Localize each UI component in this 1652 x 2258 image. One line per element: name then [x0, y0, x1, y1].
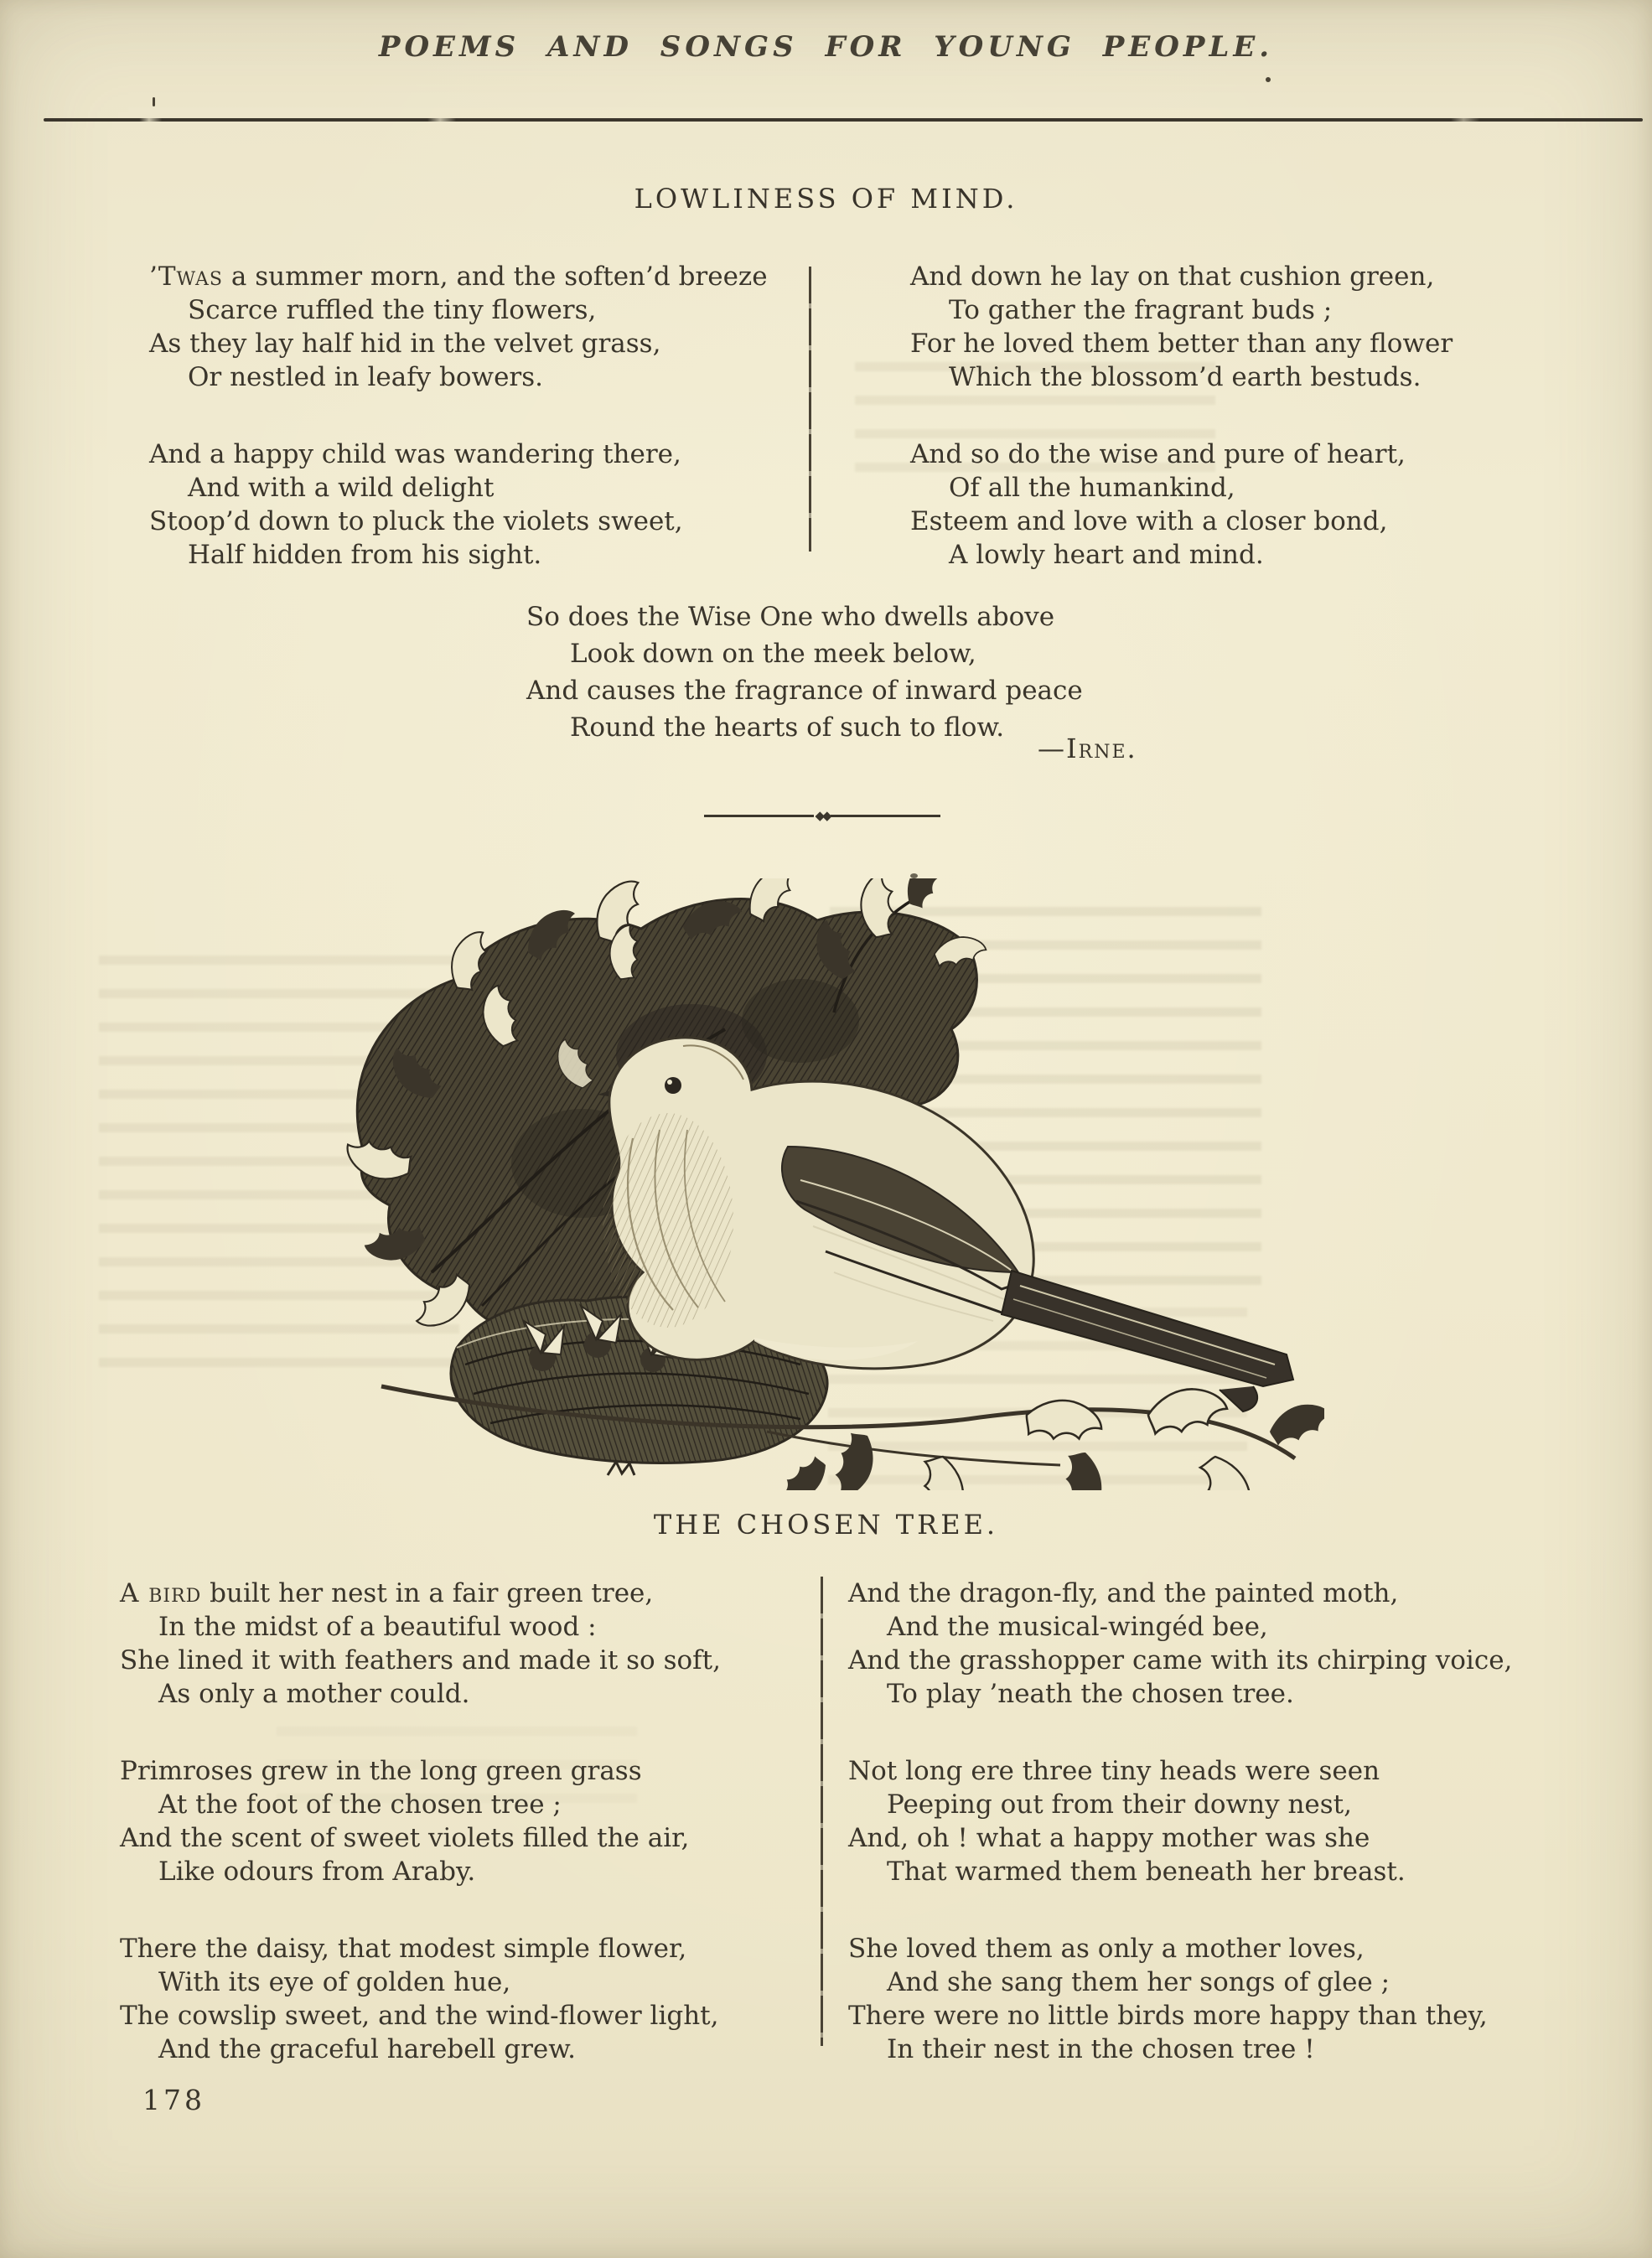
stanza — [848, 1754, 1512, 1888]
poem-line: And the scent of sweet violets filled the air, — [120, 1823, 690, 1853]
poem-line: Primroses grew in the long green grass — [120, 1756, 642, 1786]
divider-line — [831, 815, 940, 817]
opening-word: A bird — [120, 1578, 202, 1608]
poem-line: And with a wild delight — [188, 473, 495, 503]
page-number: 178 — [142, 2084, 205, 2116]
poem-line: There the daisy, that modest simple flower, — [120, 1934, 687, 1964]
poem-line — [120, 1577, 721, 1610]
poem-line: And the musical-wingéd bee, — [887, 1612, 1268, 1642]
poem-line: She loved them as only a mother loves, — [848, 1934, 1365, 1964]
poem-line: Peeping out from their downy nest, — [887, 1789, 1352, 1820]
section-divider — [704, 810, 940, 822]
poem-line: In the midst of a beautiful wood : — [158, 1612, 597, 1642]
stanza — [848, 1577, 1512, 1711]
poem2-left-column — [120, 1577, 721, 2066]
poem-line: And the dragon-fly, and the painted moth, — [848, 1578, 1399, 1608]
stanza — [848, 1932, 1512, 2066]
poem-line: And down he lay on that cushion green, — [910, 262, 1435, 292]
poem1-final-stanza — [526, 598, 1083, 746]
stanza — [120, 1754, 721, 1888]
poem-line: As they lay half hid in the velvet grass, — [149, 329, 661, 359]
poem-line: A lowly heart and mind. — [949, 540, 1264, 570]
column-divider-rule — [821, 1577, 823, 2046]
header-rule — [44, 118, 1643, 122]
poem-line: And causes the fragrance of inward peace — [526, 676, 1083, 706]
poem-line: For he loved them better than any flower — [910, 329, 1453, 359]
poem-line: And the graceful harebell grew. — [158, 2034, 576, 2064]
poem-line: The cowslip sweet, and the wind-flower light, — [120, 2001, 719, 2031]
poem-line: Of all the humankind, — [949, 473, 1235, 503]
poem-line: And so do the wise and pure of heart, — [910, 439, 1406, 469]
stanza — [120, 1932, 721, 2066]
poem-line: Half hidden from his sight. — [188, 540, 542, 570]
poem-line: She lined it with feathers and made it so soft, — [120, 1645, 721, 1675]
diamond-ornament-icon: ◆◆ — [815, 808, 830, 823]
mother-bird — [598, 1038, 1293, 1411]
poem-line: That warmed them beneath her breast. — [887, 1857, 1406, 1887]
poem-line: In their nest in the chosen tree ! — [887, 2034, 1315, 2064]
poem-line: At the foot of the chosen tree ; — [158, 1789, 562, 1820]
poem-line: Stoop’d down to pluck the violets sweet, — [149, 506, 683, 536]
poem-line: And she sang them her songs of glee ; — [887, 1967, 1390, 1997]
author-signature: —Irne. — [1038, 733, 1137, 764]
poem-line: To play ’neath the chosen tree. — [887, 1679, 1294, 1709]
ink-speck — [153, 97, 155, 106]
poem-line: Scarce ruffled the tiny flowers, — [188, 295, 597, 325]
stanza — [149, 438, 768, 572]
poem-line: To gather the fragrant buds ; — [949, 295, 1333, 325]
poem-line: There were no little birds more happy than they, — [848, 2001, 1488, 2031]
poem-line: Like odours from Araby. — [158, 1857, 476, 1887]
poem-title-lowliness-of-mind: LOWLINESS OF MIND. — [634, 183, 1018, 215]
poem-title-the-chosen-tree: THE CHOSEN TREE. — [653, 1509, 999, 1541]
opening-rest: built her nest in a fair green tree, — [201, 1578, 654, 1608]
poem-line: Round the hearts of such to flow. — [570, 712, 1005, 743]
poem-line: And the grasshopper came with its chirping voice, — [848, 1645, 1513, 1675]
opening-word: ’Twas — [149, 262, 224, 292]
poem-line — [149, 260, 768, 293]
poem-line: And, oh ! what a happy mother was she — [848, 1823, 1370, 1853]
engraver-monogram — [608, 1462, 634, 1475]
poem2-right-column — [848, 1577, 1512, 2066]
divider-line — [704, 815, 814, 817]
poem-line: Look down on the meek below, — [570, 639, 976, 669]
poem-line: And a happy child was wandering there, — [149, 439, 681, 469]
poem1-left-column — [149, 260, 768, 572]
poem-line: Not long ere three tiny heads were seen — [848, 1756, 1380, 1786]
poem-line: Esteem and love with a closer bond, — [910, 506, 1388, 536]
poem-line: Or nestled in leafy bowers. — [188, 362, 544, 392]
stanza — [149, 260, 768, 394]
poem-line: Which the blossom’d earth bestuds. — [949, 362, 1422, 392]
running-head: POEMS AND SONGS FOR YOUNG PEOPLE. — [378, 30, 1274, 64]
poem-line: As only a mother could. — [158, 1679, 470, 1709]
ink-speck — [1266, 77, 1271, 82]
poem-line: So does the Wise One who dwells above — [526, 602, 1055, 632]
column-divider-rule — [809, 267, 811, 552]
stanza — [910, 438, 1453, 572]
opening-rest: a summer morn, and the soften’d breeze — [223, 262, 768, 292]
poem1-right-column — [910, 260, 1453, 572]
poem-line: With its eye of golden hue, — [158, 1967, 511, 1997]
bird-nest-engraving — [331, 878, 1324, 1490]
stanza — [120, 1577, 721, 1711]
stanza — [910, 260, 1453, 394]
